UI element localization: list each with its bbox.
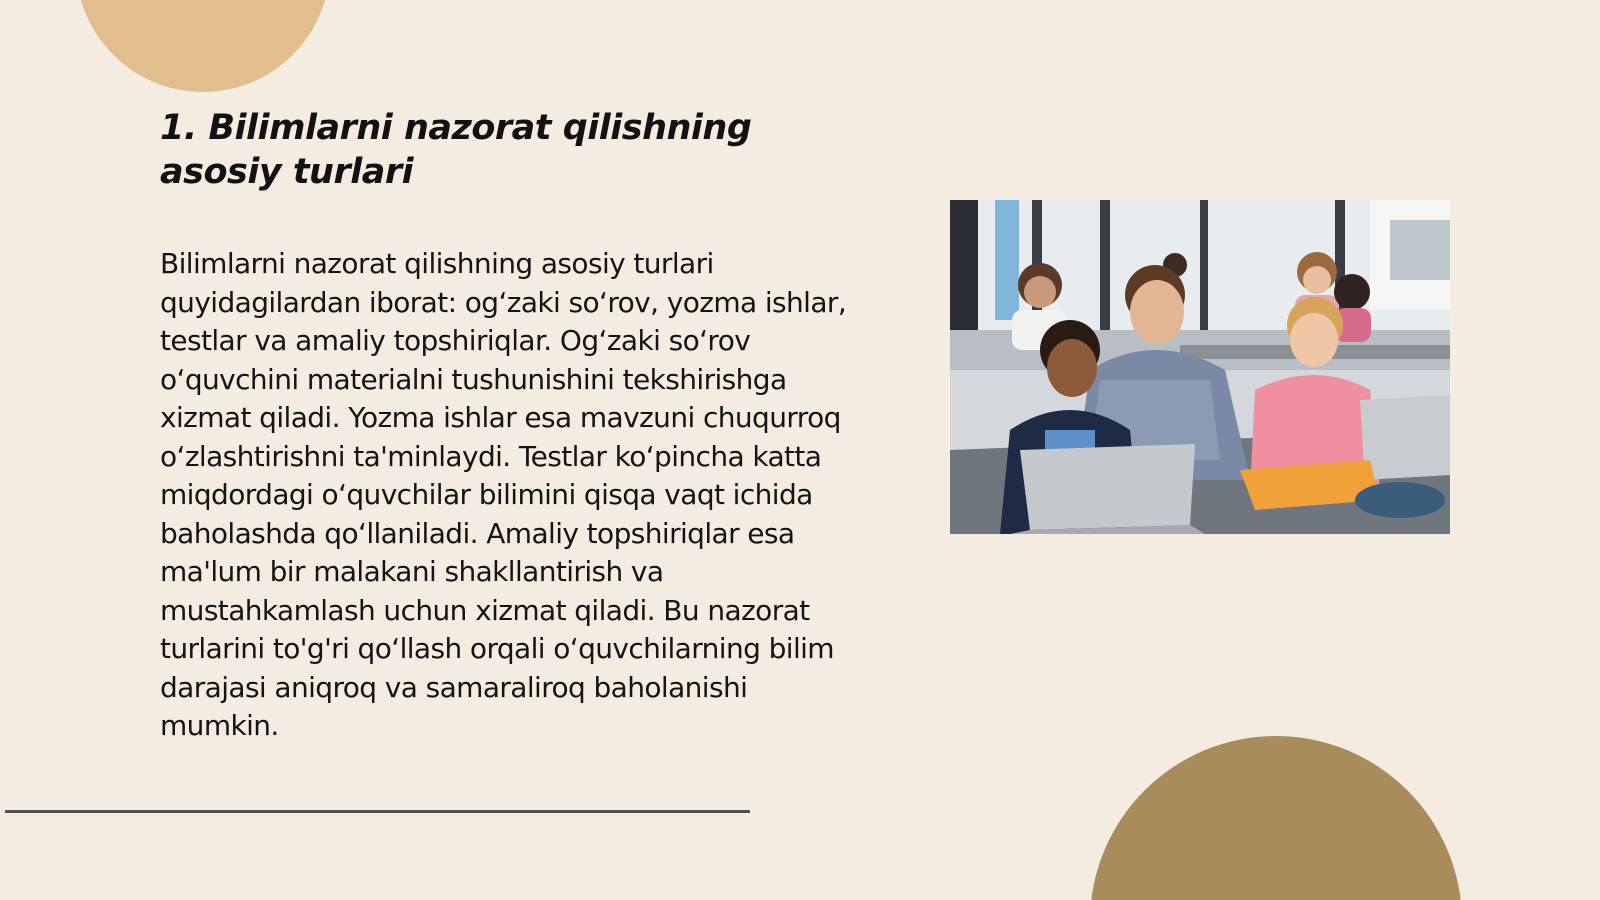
slide-title: 1. Bilimlarni nazorat qilishning asosiy turlari [160,108,752,192]
classroom-photo [950,200,1450,534]
slide-body-text: Bilimlarni nazorat qilishning asosiy turlari quyidagilardan iborat: og‘zaki so‘rov, yozma ishlar, testlar va amaliy topshiriqlar. Og‘zaki so‘rov o‘quvchini materialni tushunishini tekshirishga xizmat qiladi. Yozma ishlar esa mavzuni chuqurroq o‘zlashtirishni ta'minlaydi. Testlar ko‘pincha katta miqdordagi o‘quvchilar bilimini qisqa vaqt ichida baholashda qo‘llaniladi. Amaliy topshiriqlar esa ma'lum bir malakani shakllantirish va mustahkamlash uchun xizmat qiladi. Bu nazorat turlarini to'g'ri qo‘llash orqali o‘quvchilarning bilim darajasi aniqroq va samaraliroq baholanishi mumkin. [160,247,847,742]
divider-line [5,810,750,813]
classroom-illustration [950,200,1450,534]
decorative-circle-bottom [1090,736,1462,900]
decorative-circle-top [76,0,330,92]
